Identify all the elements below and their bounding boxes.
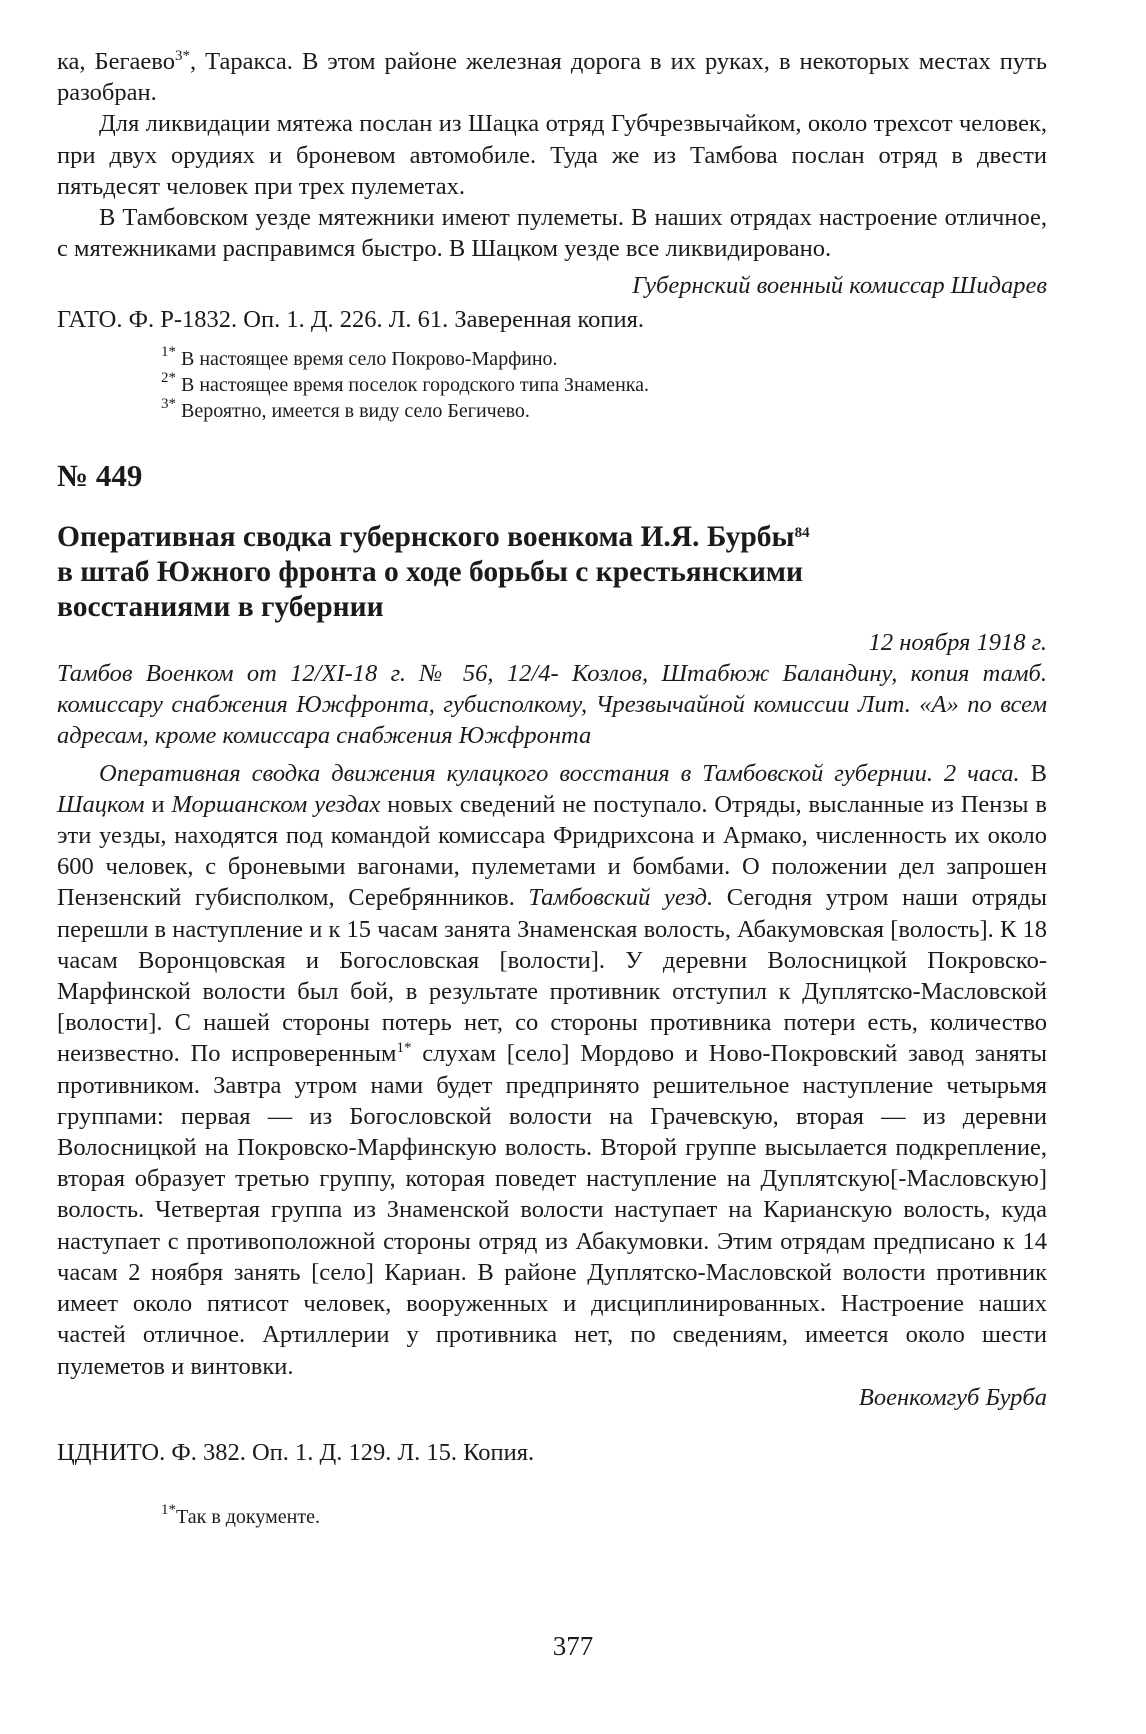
archive-source: ГАТО. Ф. Р-1832. Оп. 1. Д. 226. Л. 61. Заверенная копия. — [57, 305, 644, 333]
document-address: Тамбов Военком от 12/XI-18 г. № 56, 12/4- Козлов, Штабюж Баландину, копия тамб. комиссару снабжения Южфронта, губисполкому, Чрезвычайной комиссии Лит. «А» по всем адресам, кроме комиссара снабжения Южфронта — [57, 660, 1047, 750]
document-number: № 449 — [57, 457, 143, 493]
footnote: $^{1*}$ В настоящее время село Покрово-Марфино. — [161, 343, 558, 370]
footnotes — [57, 343, 1047, 424]
paragraph: Для ликвидации мятежа послан из Шацка отряд Губчрезвычайком, около трехсот человек, при двух орудиях и броневом автомобиле. Туда же из Тамбова послан отряд в двести пятьдесят человек при трех пулеметах. — [57, 110, 1047, 200]
document-body: Оперативная сводка движения кулацкого восстания в Тамбовской губернии. 2 часа. В Шацком и Моршанском уездах новых сведений не поступало. Отряды, высланные из Пензы в эти уезды, находятся под командой комиссара Фридрихсона и Армако, численность их около 600 человек, с броневыми вагонами, пулеметами и бомбами. О положении дел запрошен Пензенский губисполком, Серебрянников. Тамбовский уезд. Сегодня утром наши отряды перешли в наступление и к 15 часам занята Знаменская волость, Абакумовская [волость]. К 18 часам Воронцовская и Богословская [волости]. У деревни Волосницкой Покровско-Марфинской волости был бой, в результате противник отступил к Дуплятско-Масловской [волости]. С нашей стороны потерь нет, со стороны противника потери есть, количество неизвестно. По испроверенным$^{1*}$ слухам [село] Мордово и Ново-Покровский завод заняты противником. Завтра утром нами будет предпринято решительное наступление четырьмя группами: первая — из Богословской волости на Грачевскую, вторая — из деревни Волосницкой на Покровско-Марфинскую волость. Второй группе высылается подкрепление, вторая образует третью группу, которая поведет наступление на Дуплятскую[-Масловскую] волость. Четвертая группа из Знаменской волости наступает на Карианскую волость, куда наступает с противоположной стороны отряд из Абакумовки. Этим отрядам предписано к 14 часам 2 ноября занять [село] Кариан. В районе Дуплятско-Масловской волости противник имеет около пятисот человек, вооруженных и дисциплинированных. Настроение наших частей отличное. Артиллерии у противника нет, по сведениям, имеется около шести пулеметов и винтовки. — [57, 759, 1047, 1380]
footnote: $^{2*}$ В настоящее время поселок городского типа Знаменка. — [161, 369, 650, 396]
page-content — [57, 46, 1047, 1530]
document-date: 12 ноября 1918 г. — [868, 628, 1047, 656]
footnote-ref: 1* — [396, 1040, 412, 1057]
paragraph: В Тамбовском уезде мятежники имеют пулеметы. В наших отрядах настроение отличное, с мятежниками расправимся быстро. В Шацком уезде все ликвидировано. — [57, 204, 1047, 263]
paragraph-continuation: ка, Бегаево$^{3*}$, Таракса. В этом районе железная дорога в их руках, в некоторых местах путь разобран. — [57, 48, 1047, 107]
footnote: $^{3*}$ Вероятно, имеется в виду село Бегичево. — [161, 395, 530, 422]
page-number: 377 — [552, 1631, 594, 1661]
footnote: $^{1*}$Так в документе. — [161, 1502, 320, 1529]
signature: Губернский военный комиссар Шидарев — [632, 272, 1047, 300]
footnotes — [57, 1504, 1047, 1530]
document-title: Оперативная сводка губернского военкома И.Я. Бурбы$^{84}$ в штаб Южного фронта о ходе борьбы с крестьянскими восстаниями в губернии — [57, 520, 810, 623]
footnote-ref: 3* — [174, 48, 190, 64]
footnote-ref: 84 — [794, 524, 810, 541]
signature: Военкомгуб Бурба — [858, 1383, 1047, 1411]
archive-source: ЦДНИТО. Ф. 382. Оп. 1. Д. 129. Л. 15. Копия. — [57, 1438, 535, 1466]
